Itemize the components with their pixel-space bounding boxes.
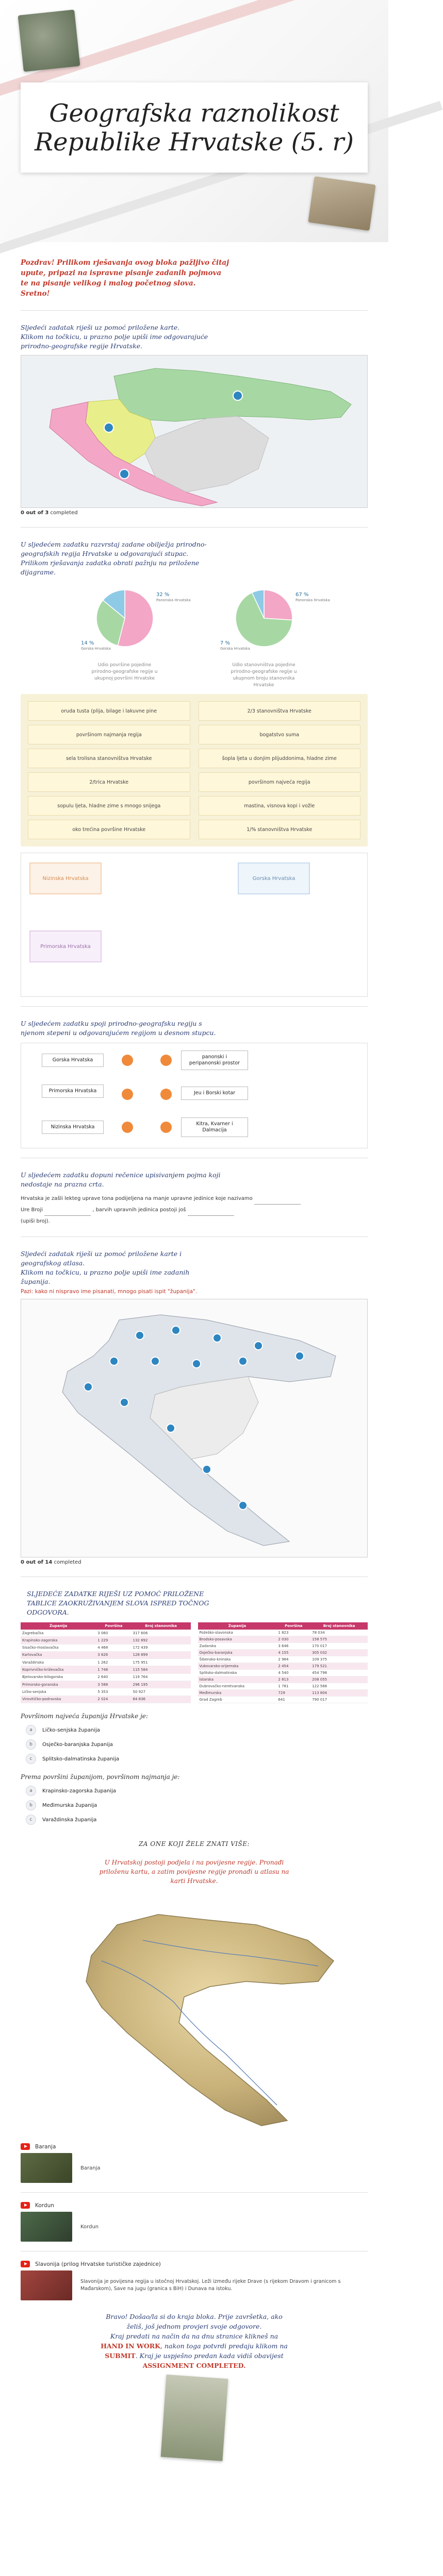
- table-row: [198, 1683, 368, 1690]
- fill-blank-input[interactable]: [254, 1197, 301, 1205]
- table-cell: 170 017: [310, 1643, 368, 1650]
- video-preview: [21, 2153, 368, 2183]
- map-hotspot[interactable]: [254, 1342, 262, 1350]
- table-cell: 78 034: [310, 1630, 368, 1636]
- match-connector[interactable]: [122, 1122, 133, 1133]
- pie-value-label: 7 %: [220, 640, 230, 646]
- table-cell: 2 024: [96, 1696, 131, 1703]
- table-cell: 296 195: [132, 1681, 191, 1688]
- closing-message: [21, 2312, 368, 2370]
- table-cell: Varaždinska: [21, 1659, 96, 1666]
- extra-line: priloženu kartu, a zatim povijesne regije pronađi u atlasu na: [99, 1868, 289, 1875]
- question-instruction: Klikom na točkicu, u prazno polje upiši ime odgovarajuće: [21, 333, 208, 341]
- video-item[interactable]: [21, 2143, 368, 2150]
- county-tables: [21, 1622, 368, 1703]
- question-title: Sljedeći zadatak riješi uz pomoć priložene karte i: [21, 1250, 182, 1258]
- video-preview: [21, 2212, 368, 2242]
- title-line: Geografska raznolikost: [49, 98, 339, 128]
- map-svg: [21, 1299, 367, 1557]
- map-hotspot[interactable]: [120, 1398, 128, 1406]
- question-matching: [21, 1019, 368, 1148]
- pie-caption: [202, 662, 326, 689]
- pie-series-label: Gorska Hrvatska: [220, 647, 250, 651]
- match-connector[interactable]: [122, 1089, 133, 1100]
- pie-series-label: Gorska Hrvatska: [80, 647, 111, 651]
- question-title: njenom stepeni u odgovarajućem regijom u desnom stupcu.: [21, 1029, 216, 1037]
- answer-option[interactable]: [26, 1786, 368, 1796]
- pie-area-share: [63, 581, 191, 658]
- table-row: [21, 1630, 191, 1637]
- map-hotspot[interactable]: [203, 1465, 211, 1473]
- draggable-answer[interactable]: oruda tusta (plija, bilage i lakuvne pine: [28, 701, 190, 721]
- title-line: Republike Hrvatske (5. r): [34, 127, 354, 157]
- table-cell: 109 375: [310, 1656, 368, 1663]
- map-hotspot[interactable]: [110, 1357, 118, 1365]
- table-cell: 5 353: [96, 1688, 131, 1696]
- map-hotspot[interactable]: [239, 1357, 247, 1365]
- table-cell: 3 626: [96, 1651, 131, 1658]
- header-banner: [0, 0, 388, 242]
- historical-regions-map: [40, 1894, 349, 2136]
- option-text: Međimurska županija: [42, 1802, 97, 1808]
- table-cell: 122 568: [310, 1683, 368, 1690]
- draggable-answer[interactable]: mastina, visnova kopi i vožle: [199, 796, 361, 816]
- drop-zone-gorska[interactable]: [238, 862, 310, 894]
- table-cell: 179 521: [310, 1663, 368, 1670]
- map-hotspot[interactable]: [192, 1360, 201, 1368]
- table-row: [198, 1670, 368, 1676]
- video-thumbnail[interactable]: [21, 2212, 72, 2242]
- table-cell: Požeško-slavonska: [198, 1630, 277, 1636]
- pie-slice: [264, 590, 292, 620]
- answer-option[interactable]: [26, 1725, 368, 1735]
- table-cell: Splitsko-dalmatinska: [198, 1670, 277, 1676]
- divider: [21, 1236, 368, 1237]
- table-row: [21, 1637, 191, 1644]
- notice-text: Pazi: kako ni nispravo ime pisanati, mnogo pisati ispit "županija".: [21, 1289, 198, 1295]
- option-text: Ličko-senjska županija: [42, 1727, 100, 1733]
- score-counter: [21, 1557, 368, 1567]
- closing-photo: [160, 2375, 228, 2461]
- answer-option[interactable]: [26, 1754, 368, 1764]
- fill-text: , barvih upravnih jedinica postoji još: [92, 1207, 186, 1213]
- question-sort-features: [21, 540, 368, 997]
- table-cell: 119 764: [132, 1673, 191, 1681]
- score-value: 0 out of 14: [21, 1560, 53, 1565]
- header-photo: [308, 176, 375, 231]
- draggable-answer[interactable]: 2/3 stanovništva Hrvatske: [199, 701, 361, 721]
- table-cell: 2 454: [276, 1663, 310, 1670]
- closing-line: Bravo! Došao/la si do kraja bloka. Prije završetka, ako: [106, 2313, 283, 2320]
- table-cell: 305 032: [310, 1650, 368, 1656]
- table-cell: 84 836: [132, 1696, 191, 1703]
- table-row: [21, 1666, 191, 1673]
- table-cell: 50 927: [132, 1688, 191, 1696]
- closing-line: . Kraj je uspješno predan kada vidiš obavijest: [135, 2352, 284, 2360]
- question-title: U sljedećem zadatku razvrstaj zadane obilježja prirodno-: [21, 540, 207, 548]
- question-title-line: ODGOVORA.: [27, 1608, 69, 1616]
- pie-caption-line: ukupnoj površini Hrvatske: [94, 676, 155, 681]
- map-hotspot[interactable]: [239, 1501, 247, 1510]
- extra-line: karti Hrvatske.: [170, 1877, 218, 1885]
- table-cell: 1 781: [276, 1683, 310, 1690]
- option-letter[interactable]: a: [26, 1725, 36, 1735]
- question-title: U sljedećem zadatku spoji prirodno-geografsku regiju s: [21, 1020, 202, 1027]
- fill-blank-input[interactable]: [188, 1209, 234, 1216]
- table-row: [198, 1690, 368, 1697]
- pie-card: [63, 581, 191, 689]
- answer-option[interactable]: [26, 1815, 368, 1825]
- fill-text: (upiši broj).: [21, 1218, 50, 1224]
- table-cell: Dubrovačko-neretvanska: [198, 1683, 277, 1690]
- question-regions-map: [21, 323, 368, 518]
- table-cell: 3 060: [96, 1630, 131, 1637]
- map-svg: [21, 355, 367, 507]
- table-cell: 128 899: [132, 1651, 191, 1658]
- table-row: [198, 1636, 368, 1643]
- closing-line: želiš, još jednom provjeri svoje odgovore.: [126, 2323, 262, 2330]
- question-county-tables: [21, 1589, 368, 1703]
- draggable-answer[interactable]: 1/% stanovništva Hrvatske: [199, 820, 361, 839]
- question-title: geografskih regija Hrvatske u odgovarajući stupac.: [21, 550, 189, 557]
- extra-heading: ZA ONE KOJI ŽELE ZNATI VIŠE:: [138, 1840, 250, 1848]
- question-title: županija.: [21, 1278, 51, 1285]
- fill-text: Hrvatska je zašli lekteg uprave tona podijeljena na manje upravne jedinice koje nazivamo: [21, 1196, 253, 1201]
- video-description: Slavonija je povijesna regija u istočnoj Hrvatskoj. Leži između rijeke Drave (s rijekom Dravom i granicom s Mađarskom), Save na jugu (granica s BiH) i Dunava na istoku.: [80, 2279, 341, 2292]
- question-title: U sljedećem zadatku dopuni rečenice upisivanjem pojma koji: [21, 1171, 221, 1179]
- map-hotspot[interactable]: [233, 391, 242, 400]
- matching-area: [21, 1043, 368, 1148]
- drop-zone-label: Nizinska Hrvatska: [42, 875, 89, 882]
- question-title: [21, 1589, 368, 1617]
- table-cell: Zagrebačka: [21, 1630, 96, 1637]
- table-row: [198, 1650, 368, 1656]
- title-card: [21, 82, 368, 173]
- match-left-item[interactable]: Primorska Hrvatska: [42, 1084, 104, 1098]
- table-cell: 158 575: [310, 1636, 368, 1643]
- table-cell: 790 017: [310, 1697, 368, 1703]
- table-cell: 4 468: [96, 1644, 131, 1651]
- table-cell: 175 951: [132, 1659, 191, 1666]
- table-header: Broj stanovnika: [310, 1622, 368, 1630]
- score-label: completed: [54, 1560, 81, 1565]
- table-row: [21, 1681, 191, 1688]
- table-cell: Grad Zagreb: [198, 1697, 277, 1703]
- table-cell: Primorsko-goranska: [21, 1681, 96, 1688]
- question-title: dijagrame.: [21, 568, 56, 576]
- youtube-icon: [21, 2202, 30, 2209]
- question-fill-in: [21, 1171, 368, 1227]
- header-photo: [18, 10, 80, 72]
- match-right-item[interactable]: panonski i peripanonski prostor: [181, 1050, 248, 1070]
- table-header: Površina: [276, 1622, 310, 1630]
- fill-text: Ure Broji: [21, 1207, 43, 1213]
- question-largest-county: [21, 1713, 368, 1764]
- pie-population-share: [202, 581, 330, 658]
- page-title: [35, 99, 354, 157]
- table-cell: Karlovačka: [21, 1651, 96, 1658]
- map-hotspot[interactable]: [213, 1334, 221, 1342]
- table-header: Površina: [96, 1622, 131, 1630]
- table-row: [198, 1676, 368, 1683]
- draggable-answer[interactable]: oko trećina površine Hrvatske: [28, 820, 190, 839]
- match-connector[interactable]: [160, 1055, 172, 1066]
- table-cell: 113 804: [310, 1690, 368, 1697]
- table-row: [198, 1656, 368, 1663]
- table-cell: 1 262: [96, 1659, 131, 1666]
- table-cell: Vukovarsko-srijemska: [198, 1663, 277, 1670]
- divider: [21, 2192, 368, 2193]
- question-title: Prema površini županijom, površinom najmanja je:: [21, 1773, 180, 1781]
- table-cell: Krapinsko-zagorska: [21, 1637, 96, 1644]
- draggable-answer[interactable]: bogatstvo suma: [199, 725, 361, 744]
- score-label: completed: [50, 510, 78, 516]
- pie-value-label: 67 %: [295, 592, 308, 598]
- table-cell: 1 823: [276, 1630, 310, 1636]
- question-title: Prilikom rješavanja zadatka obrati pažnju na priložene: [21, 559, 200, 567]
- video-title[interactable]: Slavonija (prilog Hrvatske turističke zajednice): [35, 2261, 161, 2267]
- table-cell: Ličko-senjska: [21, 1688, 96, 1696]
- table-cell: 115 584: [132, 1666, 191, 1673]
- intro-text: [21, 255, 368, 301]
- table-cell: 2 030: [276, 1636, 310, 1643]
- drop-zone-label: Primorska Hrvatska: [40, 943, 91, 950]
- table-cell: Brodsko-posavska: [198, 1636, 277, 1643]
- table-cell: 172 439: [132, 1644, 191, 1651]
- question-title: Površinom najveća županija Hrvatske je:: [21, 1713, 148, 1720]
- draggable-answer[interactable]: površinom najveća regija: [199, 772, 361, 792]
- option-text: Osječko-baranjska županija: [42, 1741, 113, 1748]
- table-row: [21, 1651, 191, 1658]
- answer-option[interactable]: [26, 1739, 368, 1750]
- question-title-line: TABLICE ZAOKRUŽIVANJEM SLOVA ISPRED TOČNOG: [27, 1599, 209, 1607]
- video-item[interactable]: [21, 2202, 368, 2209]
- pie-charts: [21, 581, 368, 689]
- closing-line: , nakon toga potvrdi predaju klikom na: [160, 2342, 288, 2350]
- pie-caption-line: Hrvatske: [253, 683, 274, 688]
- pie-series-label: Panonska Hrvatska: [295, 598, 330, 602]
- table-cell: Osječko-baranjska: [198, 1650, 277, 1656]
- video-preview: [21, 2270, 368, 2300]
- map-hotspot[interactable]: [172, 1326, 180, 1334]
- pie-value-label: 32 %: [156, 592, 169, 598]
- score-value: 0 out of 3: [21, 510, 49, 516]
- draggable-answer[interactable]: 2/trica Hrvatske: [28, 772, 190, 792]
- option-letter[interactable]: c: [26, 1815, 36, 1825]
- video-label: Kordun: [80, 2224, 99, 2230]
- completed-keyword: ASSIGNMENT COMPLETED.: [142, 2362, 246, 2369]
- map-hotspot[interactable]: [296, 1352, 304, 1360]
- table-cell: Istarska: [198, 1676, 277, 1683]
- pie-value-label: 14 %: [80, 640, 94, 646]
- extra-line: U Hrvatskoj postoji podjela i na povijesne regije. Pronađi: [104, 1859, 284, 1866]
- table-cell: Šibensko-kninska: [198, 1656, 277, 1663]
- match-left-item[interactable]: Gorska Hrvatska: [42, 1054, 104, 1067]
- match-right-item[interactable]: Kitra, Kvarner i Dalmacija: [181, 1117, 248, 1137]
- score-counter: [21, 508, 368, 518]
- video-label: Baranja: [80, 2165, 101, 2171]
- table-cell: 4 540: [276, 1670, 310, 1676]
- draggable-answer[interactable]: sopulu ljeta, hladne zime s mnogo snijega: [28, 796, 190, 816]
- map-hotspot[interactable]: [151, 1357, 159, 1365]
- table-cell: 729: [276, 1690, 310, 1697]
- table-row: [198, 1663, 368, 1670]
- table-cell: Bjelovarsko-bilogorska: [21, 1673, 96, 1681]
- video-title[interactable]: Kordun: [35, 2202, 54, 2209]
- match-connector[interactable]: [122, 1055, 133, 1066]
- fill-in-area: [21, 1193, 368, 1227]
- table-row: [21, 1659, 191, 1666]
- question-counties-map: [21, 1249, 368, 1567]
- table-row: [21, 1688, 191, 1696]
- youtube-icon: [21, 2261, 30, 2267]
- pie-caption-line: prirodno-geografske regije u: [91, 669, 158, 674]
- draggable-answer[interactable]: sela trolisna stanovništva Hrvatske: [28, 749, 190, 768]
- croatia-regions-map: [21, 355, 368, 508]
- drop-zone-label: Gorska Hrvatska: [252, 875, 296, 882]
- question-title: nedostaje na prazna crta.: [21, 1180, 104, 1188]
- table-cell: Sisačko-moslavačka: [21, 1644, 96, 1651]
- match-connector[interactable]: [160, 1122, 172, 1133]
- video-item[interactable]: [21, 2261, 368, 2267]
- table-cell: 2 813: [276, 1676, 310, 1683]
- option-letter[interactable]: a: [26, 1786, 36, 1796]
- video-thumbnail[interactable]: [21, 2153, 72, 2183]
- table-row: [21, 1696, 191, 1703]
- table-cell: 4 155: [276, 1650, 310, 1656]
- drop-area: [21, 853, 368, 997]
- map-hotspot[interactable]: [104, 423, 113, 432]
- map-hotspot[interactable]: [84, 1383, 92, 1391]
- pie-caption-line: prirodno-geografske regije u: [231, 669, 297, 674]
- drop-zone-nizinska[interactable]: [29, 862, 102, 894]
- croatia-counties-map: [21, 1299, 368, 1557]
- table-cell: 317 606: [132, 1630, 191, 1637]
- table-cell: Međimurska: [198, 1690, 277, 1697]
- option-text: Krapinsko-zagorska županija: [42, 1788, 116, 1794]
- county-table-a: [21, 1622, 191, 1703]
- closing-line: Kraj predati na način da na dnu stranice klikneš na: [110, 2332, 278, 2340]
- table-header: Županija: [21, 1622, 96, 1630]
- divider: [21, 527, 368, 528]
- question-title-line: SLJEDEĆE ZADATKE RIJEŠI UZ POMOĆ PRILOŽENE: [27, 1590, 204, 1598]
- table-row: [198, 1697, 368, 1703]
- question-title: geografskog atlasa.: [21, 1259, 85, 1267]
- hand-in-keyword: HAND IN WORK: [101, 2342, 161, 2350]
- option-text: Splitsko-dalmatinska županija: [42, 1756, 120, 1762]
- table-cell: Koprivničko-križevačka: [21, 1666, 96, 1673]
- table-cell: 3 646: [276, 1643, 310, 1650]
- extra-paragraph: [21, 1858, 368, 1886]
- map-hotspot[interactable]: [120, 469, 129, 479]
- table-cell: Virovitičko-podravska: [21, 1696, 96, 1703]
- table-cell: 454 798: [310, 1670, 368, 1676]
- match-right-item[interactable]: Jeu i Borski kotar: [181, 1087, 248, 1100]
- question-instruction: prirodno-geografske regije Hrvatske.: [21, 342, 143, 350]
- table-cell: 1 748: [96, 1666, 131, 1673]
- pie-card: [202, 581, 330, 689]
- option-text: Varaždinska županija: [42, 1817, 97, 1823]
- match-connector[interactable]: [160, 1089, 172, 1100]
- question-title: Sljedeći zadatak riješi uz pomoć priložene karte.: [21, 324, 180, 331]
- match-left-item[interactable]: Nizinska Hrvatska: [42, 1121, 104, 1134]
- option-letter[interactable]: b: [26, 1739, 36, 1750]
- youtube-icon: [21, 2143, 30, 2150]
- table-header: Broj stanovnika: [132, 1622, 191, 1630]
- pie-caption-line: Udio površine pojedine: [97, 663, 152, 668]
- table-cell: 2 640: [96, 1673, 131, 1681]
- fill-blank-input[interactable]: [44, 1209, 91, 1216]
- option-letter[interactable]: b: [26, 1800, 36, 1810]
- table-row: [198, 1643, 368, 1650]
- divider: [21, 310, 368, 311]
- table-cell: 641: [276, 1697, 310, 1703]
- table-cell: 2 984: [276, 1656, 310, 1663]
- table-header: Županija: [198, 1622, 277, 1630]
- question-title: Klikom na točkicu, u prazno polje upiši ime zadanih: [21, 1268, 190, 1276]
- map-hotspot[interactable]: [167, 1424, 175, 1432]
- table-cell: Zadarska: [198, 1643, 277, 1650]
- table-row: [21, 1644, 191, 1651]
- draggable-answers: [21, 694, 368, 846]
- divider: [21, 1006, 368, 1007]
- intro-line: te na pisanje velikog i malog početnog slova.: [21, 279, 196, 287]
- table-cell: 1 229: [96, 1637, 131, 1644]
- pie-caption-line: ukupnom broju stanovnika: [233, 676, 295, 681]
- map-hotspot[interactable]: [136, 1331, 144, 1340]
- pie-series-label: Panonska Hrvatska: [156, 598, 191, 602]
- question-smallest-county: [21, 1773, 368, 1825]
- draggable-answer[interactable]: šopla ljeta u donjim plijuddonima, hladne zime: [199, 749, 361, 768]
- table-row: [21, 1673, 191, 1681]
- intro-line: Sretno!: [21, 290, 50, 298]
- intro-line: upute, pripazi na ispravne pisanje zadanih pojmova: [21, 269, 222, 277]
- submit-keyword: SUBMIT: [105, 2352, 136, 2360]
- answer-option[interactable]: [26, 1800, 368, 1810]
- pie-caption-line: Udio stanovništva pojedine: [232, 663, 296, 668]
- table-row: [198, 1630, 368, 1636]
- option-letter[interactable]: c: [26, 1754, 36, 1764]
- table-cell: 208 055: [310, 1676, 368, 1683]
- table-cell: 132 892: [132, 1637, 191, 1644]
- video-title[interactable]: Baranja: [35, 2143, 56, 2150]
- pie-caption: [63, 662, 187, 682]
- video-thumbnail[interactable]: [21, 2270, 72, 2300]
- table-cell: 3 588: [96, 1681, 131, 1688]
- county-table-b: [198, 1622, 368, 1703]
- intro-line: Pozdrav! Prilikom rješavanja ovog bloka pažljivo čitaj: [21, 259, 229, 267]
- drop-zone-primorska[interactable]: [29, 930, 102, 962]
- draggable-answer[interactable]: površinom najmanja regija: [28, 725, 190, 744]
